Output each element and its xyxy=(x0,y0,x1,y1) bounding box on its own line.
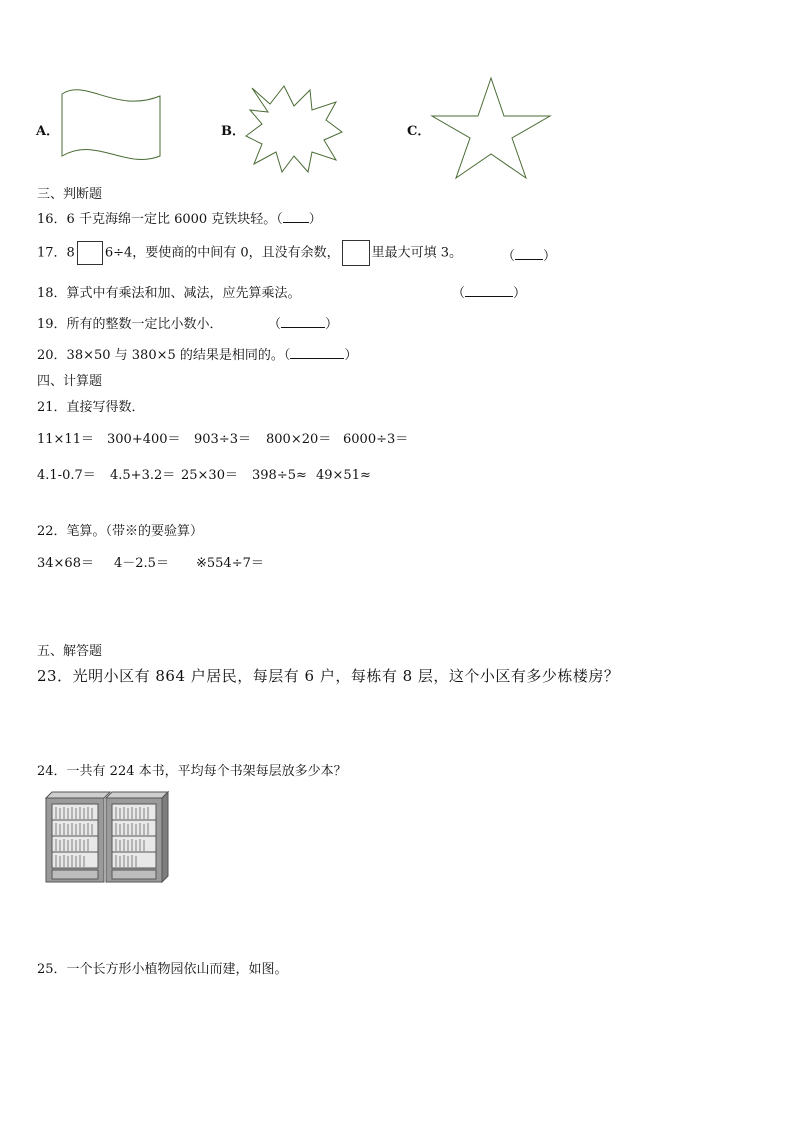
wavy-flag-shape xyxy=(56,86,166,162)
question-25: 25．一个长方形小植物园依山而建，如图。 xyxy=(37,962,288,977)
option-b-label: B． xyxy=(221,124,245,139)
calc-item: 4.1-0.7＝ xyxy=(37,468,96,483)
calc-item: 903÷3＝ xyxy=(194,432,251,447)
calc-item: 49×51≈ xyxy=(316,468,371,483)
question-17-part2: 6÷4，要使商的中间有 0，且没有余数， xyxy=(104,245,340,261)
option-a-label: A． xyxy=(36,124,60,139)
calc-item: 300+400＝ xyxy=(107,432,181,447)
question-18-answer: （ ） xyxy=(452,286,527,301)
calc-item: 4－2.5＝ xyxy=(114,556,169,571)
option-c-label: C． xyxy=(407,124,431,139)
calc-item: 800×20＝ xyxy=(266,432,332,447)
calc-row-2 xyxy=(37,464,371,483)
answer-blank[interactable] xyxy=(465,286,513,297)
digit-box[interactable] xyxy=(342,240,370,266)
bookshelf-left xyxy=(46,792,110,882)
answer-blank[interactable] xyxy=(283,212,309,223)
question-16: 16．6 千克海绵一定比 6000 克铁块轻。（ ） xyxy=(37,212,322,227)
calc-item: 25×30＝ xyxy=(181,468,238,483)
calc-item: 34×68＝ xyxy=(37,556,94,571)
answer-blank[interactable] xyxy=(290,348,344,359)
answer-blank[interactable] xyxy=(281,317,325,328)
calc-item: 4.5+3.2＝ xyxy=(110,468,176,483)
starburst-shape xyxy=(244,84,344,174)
question-20-text: 20．38×50 与 380×5 的结果是相同的。（ xyxy=(37,348,291,363)
question-24: 24．一共有 224 本书，平均每个书架每层放多少本？ xyxy=(37,764,347,779)
digit-box[interactable] xyxy=(77,241,103,265)
question-17-answer: （ ） xyxy=(502,249,557,264)
question-21-title: 21．直接写得数． xyxy=(37,400,145,415)
question-23: 23．光明小区有 864 户居民，每层有 6 户，每栋有 8 层，这个小区有多少栋楼房？ xyxy=(37,667,620,685)
calc-row-1 xyxy=(37,428,408,447)
answer-blank[interactable] xyxy=(515,249,543,260)
question-19: 19．所有的整数一定比小数小． xyxy=(37,317,223,332)
question-18: 18．算式中有乘法和加、减法，应先算乘法。 xyxy=(37,286,301,301)
calc-item: 6000÷3＝ xyxy=(343,432,409,447)
section-5-title: 五、解答题 xyxy=(37,644,103,659)
section-4-title: 四、计算题 xyxy=(37,374,103,389)
question-16-text: 16．6 千克海绵一定比 6000 克铁块轻。（ xyxy=(37,212,283,227)
question-20: 20．38×50 与 380×5 的结果是相同的。（ ） xyxy=(37,348,358,363)
bookshelves-image xyxy=(44,790,172,884)
question-17 xyxy=(37,240,462,266)
bookshelf-right xyxy=(106,792,168,882)
calc-item: ※554÷7＝ xyxy=(196,556,264,571)
calc-item: 11×11＝ xyxy=(37,432,94,447)
calc-item: 398÷5≈ xyxy=(252,468,307,483)
question-19-answer: （ ） xyxy=(268,317,339,332)
written-calc-row xyxy=(37,552,264,571)
section-3-title: 三、判断题 xyxy=(37,187,103,202)
question-22-title: 22．笔算。（带※的要验算） xyxy=(37,524,204,539)
star-shape xyxy=(430,76,552,180)
question-17-part1: 17．8 xyxy=(37,245,75,261)
question-17-part3: 里最大可填 3。 xyxy=(371,245,463,261)
